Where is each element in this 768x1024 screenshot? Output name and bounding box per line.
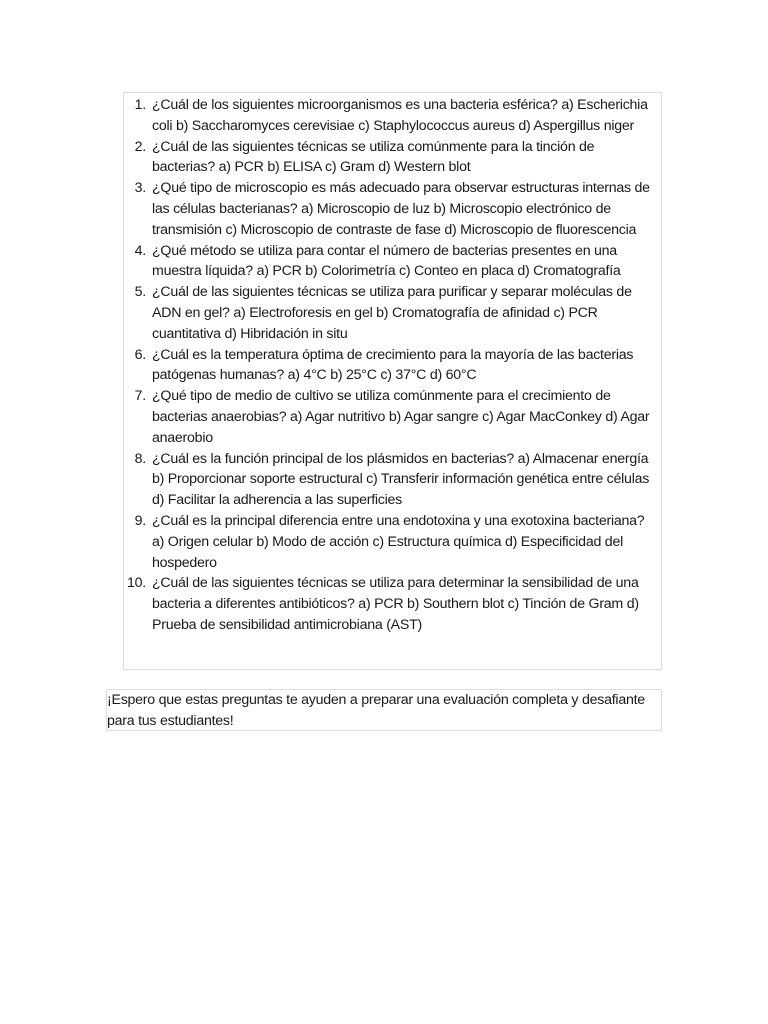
question-number: 1. — [134, 97, 146, 113]
question-text: ¿Qué método se utiliza para contar el número de bacterias presentes en una muestra líquida? a) PCR b) Colorimetría c) Conteo en placa d) Cromatografía — [152, 242, 621, 280]
question-list — [124, 95, 662, 636]
question-item — [124, 95, 662, 137]
question-text: ¿Cuál es la principal diferencia entre una endotoxina y una exotoxina bacteriana? a) Origen celular b) Modo de acción c) Estructura química d) Especificidad del hospedero — [152, 512, 645, 571]
question-text: ¿Cuál de las siguientes técnicas se utiliza para determinar la sensibilidad de una bacteria a diferentes antibióticos? a) PCR b) Southern blot c) Tinción de Gram d) Prueba de sensibilidad antimicrobiana (AST) — [152, 575, 639, 633]
question-number: 10. — [127, 575, 146, 592]
question-text: ¿Cuál de las siguientes técnicas se utiliza comúnmente para la tinción de bacterias? a) PCR b) ELISA c) Gram d) Western blot — [152, 138, 595, 176]
question-text: ¿Cuál de las siguientes técnicas se utiliza para purificar y separar moléculas de ADN en gel? a) Electroforesis en gel b) Cromatografía de afinidad c) PCR cuantitativa d) Hibridación in situ — [152, 284, 632, 342]
question-number: 8. — [134, 450, 146, 467]
question-text: ¿Qué tipo de microscopio es más adecuado para observar estructuras internas de las células bacterianas? a) Microscopio de luz b) Microscopio electrónico de transmisión c) Microscopio de contraste de fase d) Microscopio de fluorescencia — [152, 180, 650, 238]
question-item — [124, 449, 662, 511]
question-text: ¿Cuál de los siguientes microorganismos es una bacteria esférica? a) Escherichia coli b) Saccharomyces cerevisiae c) Staphylococcus aureus d) Aspergillus niger — [152, 97, 648, 134]
question-text: ¿Cuál es la función principal de los plásmidos en bacterias? a) Almacenar energía b) Proporcionar soporte estructural c) Transferir información genética entre células d) Facilitar la adherencia a las superficies — [152, 450, 650, 509]
question-item — [124, 386, 662, 448]
question-item — [124, 573, 662, 635]
question-item — [124, 137, 662, 179]
question-number: 9. — [134, 512, 146, 529]
question-number: 3. — [134, 180, 146, 197]
question-number: 4. — [134, 242, 146, 259]
question-item — [124, 178, 662, 240]
question-item — [124, 282, 662, 344]
question-number: 5. — [134, 284, 146, 301]
question-number: 7. — [134, 388, 146, 405]
question-number: 6. — [134, 346, 146, 363]
question-number: 2. — [134, 138, 146, 155]
question-item — [124, 345, 662, 387]
questions-box — [123, 92, 662, 670]
question-item — [124, 241, 662, 283]
closing-message: ¡Espero que estas preguntas te ayuden a preparar una evaluación completa y desafiante para tus estudiantes! — [107, 692, 645, 729]
question-text: ¿Cuál es la temperatura óptima de crecimiento para la mayoría de las bacterias patógenas humanas? a) 4°C b) 25°C c) 37°C d) 60°C — [152, 346, 634, 384]
closing-box — [106, 689, 662, 731]
question-item — [124, 511, 662, 573]
question-text: ¿Qué tipo de medio de cultivo se utiliza comúnmente para el crecimiento de bacterias anaerobias? a) Agar nutritivo b) Agar sangre c) Agar MacConkey d) Agar anaerobio — [152, 388, 650, 446]
